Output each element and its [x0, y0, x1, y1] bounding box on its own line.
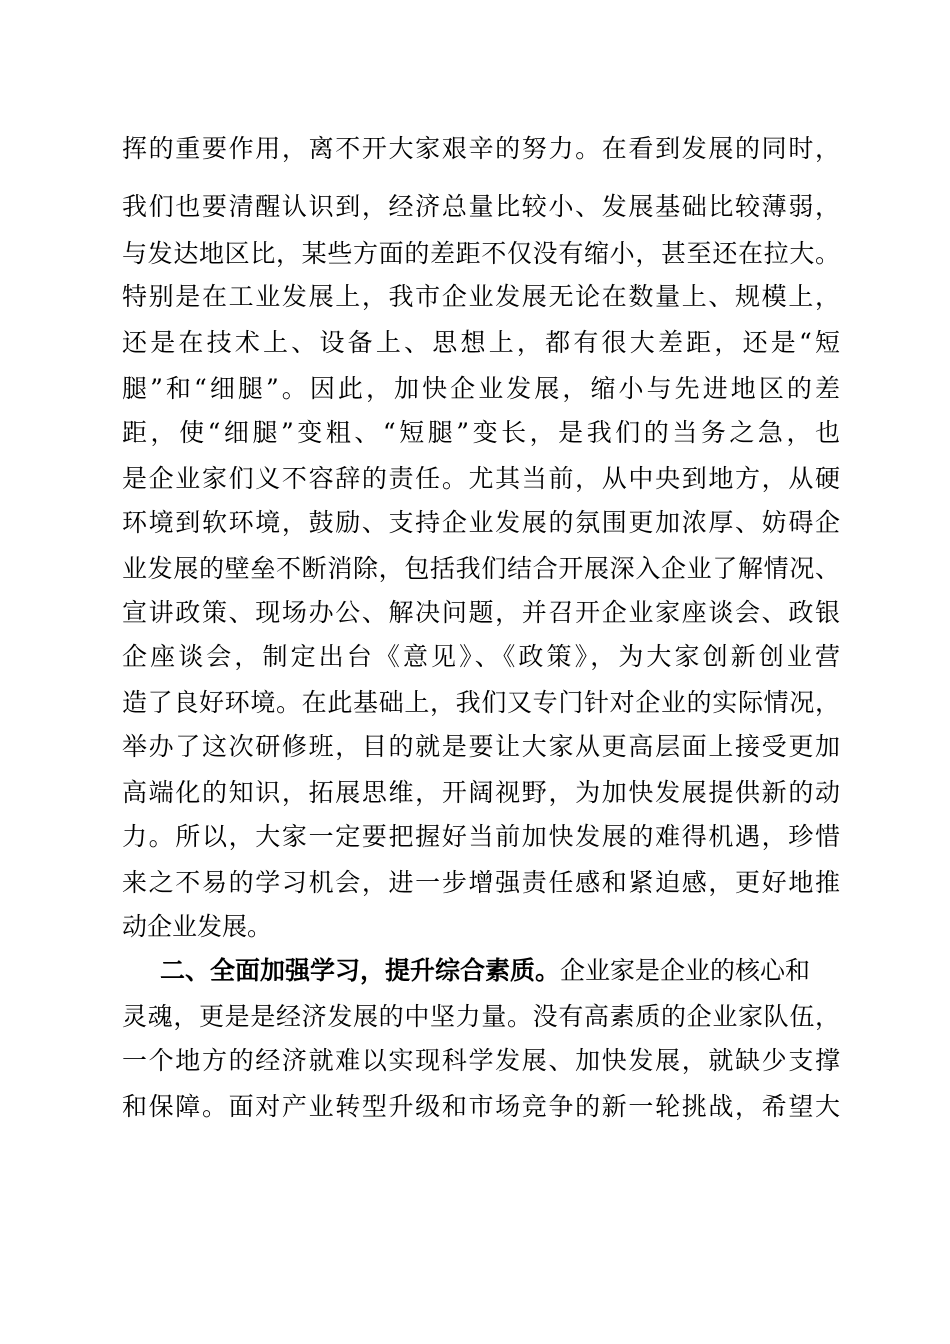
paragraph-line: 是企业家们义不容辞的责任。尤其当前，从中央到地方，从硬 — [122, 464, 840, 493]
paragraph-line: 来之不易的学习机会，进一步增强责任感和紧迫感，更好地推 — [122, 868, 840, 897]
paragraph-line: 业发展的壁垒不断消除，包括我们结合开展深入企业了解情况、 — [122, 554, 840, 583]
paragraph-line: 我们也要清醒认识到，经济总量比较小、发展基础比较薄弱， — [122, 192, 840, 221]
paragraph-line: 与发达地区比，某些方面的差距不仅没有缩小，甚至还在拉大。 — [122, 239, 840, 268]
paragraph-line: 力。所以，大家一定要把握好当前加快发展的难得机遇，珍惜 — [122, 822, 840, 851]
paragraph-line: 环境到软环境，鼓励、支持企业发展的氛围更加浓厚、妨碍企 — [122, 508, 840, 537]
paragraph-line: 距，使“细腿”变粗、“短腿”变长，是我们的当务之急，也 — [122, 418, 840, 447]
paragraph-first-line — [160, 954, 840, 988]
paragraph-line: 宣讲政策、现场办公、解决问题，并召开企业家座谈会、政银 — [122, 598, 840, 627]
paragraph-line: 高端化的知识，拓展思维，开阔视野，为加快发展提供新的动 — [122, 778, 840, 807]
paragraph-line: 一个地方的经济就难以实现科学发展、加快发展，就缺少支撑 — [122, 1046, 840, 1075]
paragraph-line: 动企业发展。 — [122, 912, 273, 941]
paragraph-line: 举办了这次研修班，目的就是要让大家从更高层面上接受更加 — [122, 732, 840, 761]
paragraph-line: 灵魂，更是是经济发展的中坚力量。没有高素质的企业家队伍， — [122, 1002, 840, 1031]
paragraph-line: 和保障。面对产业转型升级和市场竞争的新一轮挑战，希望大 — [122, 1092, 840, 1121]
paragraph-line: 企座谈会，制定出台《意见》、《政策》，为大家创新创业营 — [122, 642, 840, 671]
paragraph-line: 特别是在工业发展上，我市企业发展无论在数量上、规模上， — [122, 282, 840, 311]
paragraph-line: 造了良好环境。在此基础上，我们又专门针对企业的实际情况， — [122, 688, 840, 717]
paragraph-line: 腿”和“细腿”。因此，加快企业发展，缩小与先进地区的差 — [122, 374, 840, 403]
paragraph-line: 挥的重要作用，离不开大家艰辛的努力。在看到发展的同时， — [122, 134, 840, 163]
section-heading: 二、全面加强学习，提升综合素质。 — [160, 956, 561, 985]
heading-continuation: 企业家是企业的核心和 — [560, 956, 811, 985]
paragraph-line: 还是在技术上、设备上、思想上，都有很大差距，还是“短 — [122, 328, 840, 357]
